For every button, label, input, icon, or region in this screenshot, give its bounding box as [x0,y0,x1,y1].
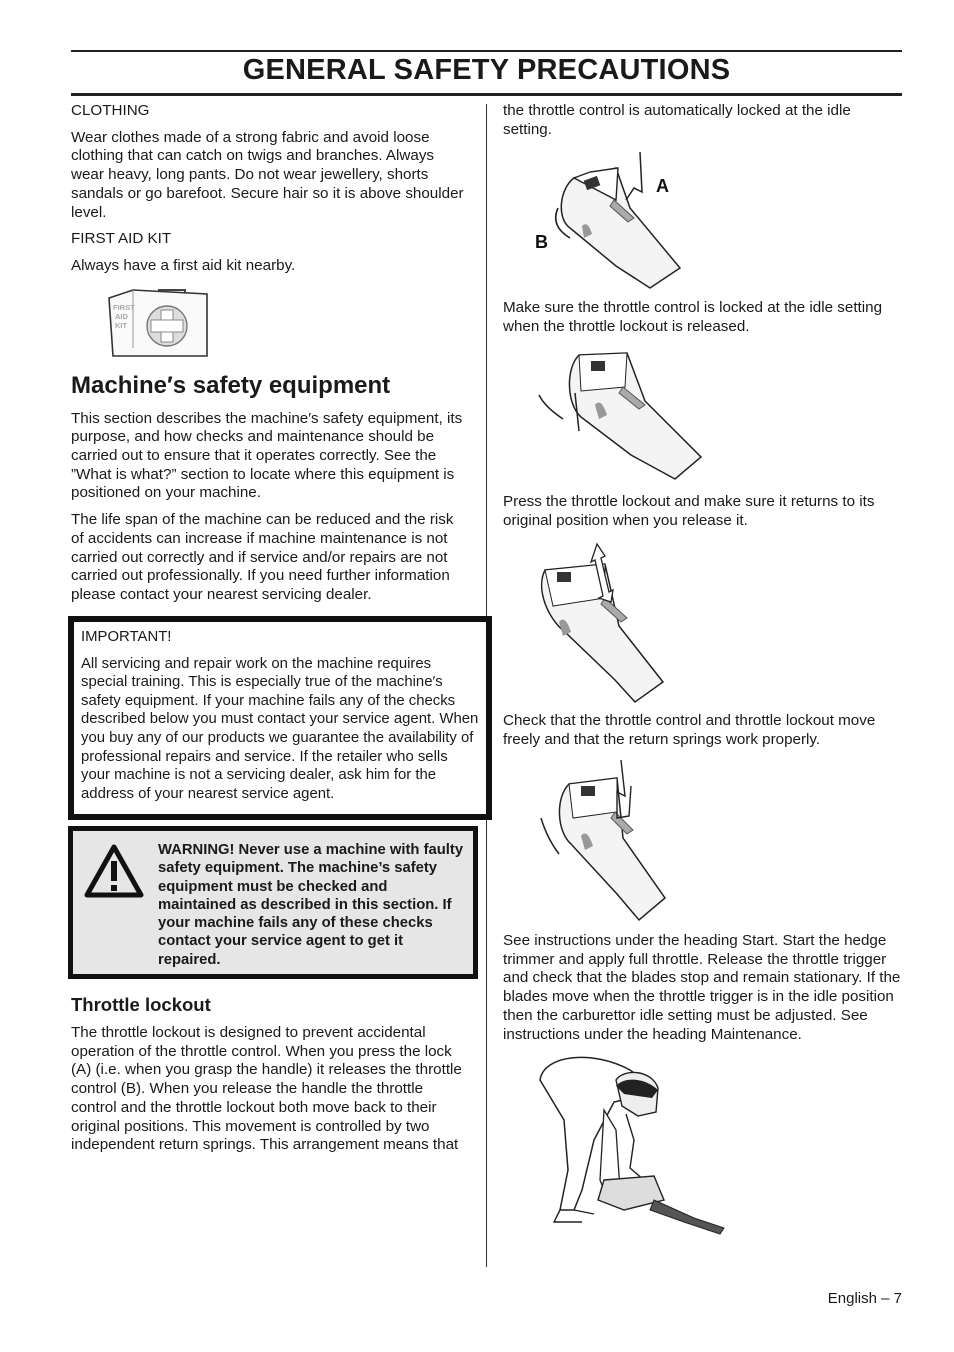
page-footer: English – 7 [827,1290,902,1307]
left-column [71,102,469,613]
warning-box [68,826,478,979]
first-aid-kit-icon [103,284,213,364]
throttle-text: The throttle lockout is designed to prevent accidental operation of the throttle control. When you press the lock (A) (i.e. when you grasp the handle) it releases the throttle control (B). When you release the handle the throttle control and the throttle lockout both move back to their original positions. This movement is controlled by two independent return springs. This arrangement means that [71,1024,462,1154]
right-paragraph-4: Check that the throttle control and throttle lockout move freely and that the return springs work properly. [503,712,876,748]
handle-check-illustration [535,758,675,923]
section-heading: Machine′s safety equipment [71,371,391,399]
right-paragraph-2: Make sure the throttle control is locked at the idle setting when the throttle lockout is released. [503,299,883,335]
handle-lockout-illustration [530,148,700,290]
operator-illustration [534,1050,729,1240]
warning-triangle-icon [83,843,145,899]
header-rule-top [71,50,902,52]
right-para-5-block [503,932,903,1052]
handle-idle-illustration [535,345,710,485]
fig1-label-b: B [535,232,548,252]
throttle-section [71,986,469,1163]
right-para-2-block [503,299,903,344]
right-paragraph-1: the throttle control is automatically locked at the idle setting. [503,102,851,138]
svg-text:AID: AID [115,311,128,321]
warning-text: WARNING! Never use a machine with faulty safety equipment. The machine’s safety equipment must be checked and maintained as described in this section. If your machine fails any of these checks contact your service agent to get it repaired. [158,842,464,968]
first-aid-label: FIRST AID KIT [71,230,172,248]
important-box [68,616,492,820]
right-para-4-block [503,712,903,757]
page-title: GENERAL SAFETY PRECAUTIONS [242,54,731,86]
fig1-label-a: A [656,176,669,196]
section-paragraph-2: The life span of the machine can be reduced and the risk of accidents can increase if machine maintenance is not carried out correctly and if service and/or repairs are not carried out professionally. If you need further information please contact your nearest servicing dealer. [71,511,454,603]
right-column [503,102,903,147]
throttle-heading: Throttle lockout [71,994,211,1015]
section-paragraph-1: This section describes the machine′s safety equipment, its purpose, and how checks and maintenance should be carried out to ensure that it operates correctly. See the ”What is what?” section to locate where this equipment is positioned on your machine. [71,409,463,502]
header-rule-bottom [71,93,902,96]
first-aid-box-text: FIRST [113,302,135,312]
first-aid-text: Always have a first aid kit nearby. [71,256,296,274]
right-paragraph-3: Press the throttle lockout and make sure it returns to its original position when you release it. [503,493,875,529]
right-paragraph-5: See instructions under the heading Start. Start the hedge trimmer and apply full throttle. Release the throttle trigger and check that the blades stop and remain stationary. If the blades move when the throttle trigger is in the idle position then the carburettor idle setting must be adjusted. See instructions under the heading Maintenance. [503,932,901,1043]
handle-spring-illustration [535,540,680,705]
clothing-text: Wear clothes made of a strong fabric and avoid loose clothing that can catch on twigs and branches. Always wear heavy, long pants. Do not wear jewellery, shorts sandals or go barefoot. Secure hair so it is above shoulder level. [71,128,464,221]
important-text: All servicing and repair work on the machine requires special training. This is especially true of the machine′s safety equipment. If your machine fails any of the checks described below you must contact your service agent. When you buy any of our products we guarantee the availability of professional repairs and service. If the retailer who sells your machine is not a servicing dealer, ask him for the address of your nearest service agent. [81,655,479,802]
clothing-label: CLOTHING [71,102,150,119]
important-label: IMPORTANT! [81,629,172,645]
svg-text:KIT: KIT [115,320,128,330]
right-para-3-block [503,493,903,538]
